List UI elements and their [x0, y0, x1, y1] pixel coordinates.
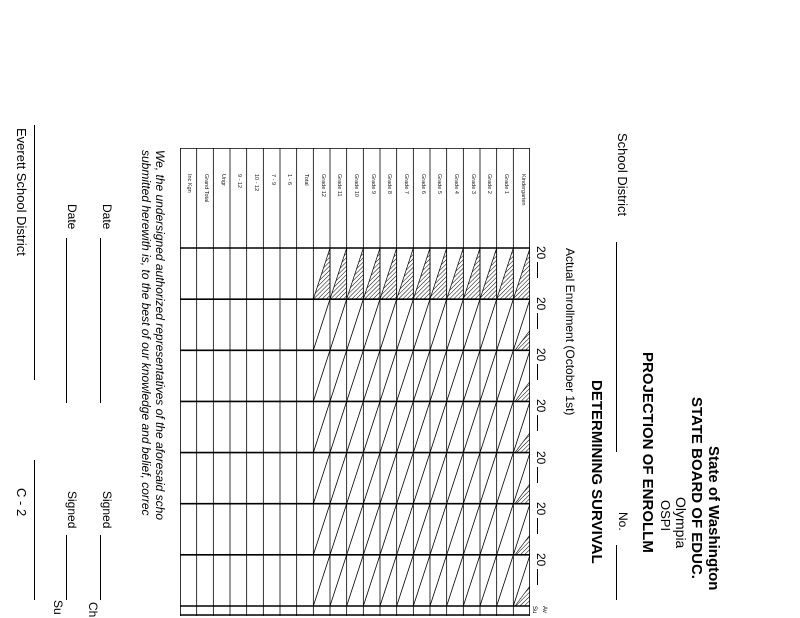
- shaded-cell-triangle: [513, 248, 530, 299]
- signature-field-1[interactable]: [100, 535, 101, 600]
- row-label: Total: [303, 174, 309, 186]
- enrollment-grid: [180, 148, 530, 616]
- cell-diagonal: [413, 555, 430, 606]
- cell-diagonal: [413, 453, 430, 504]
- cell-diagonal: [497, 401, 514, 452]
- year-blank[interactable]: [537, 569, 538, 585]
- kindergarten-shade: [515, 433, 530, 453]
- row-label: Ungr: [219, 174, 226, 186]
- date-field-2[interactable]: [66, 238, 67, 403]
- cell-diagonal: [463, 350, 480, 401]
- shaded-cell-triangle: [430, 248, 447, 299]
- year-header: 20: [534, 450, 548, 464]
- cell-diagonal: [447, 401, 464, 452]
- cell-diagonal: [430, 555, 447, 606]
- row-label: Grade 10: [353, 174, 359, 197]
- district-label: School District: [615, 133, 630, 217]
- cell-diagonal: [330, 555, 347, 606]
- cell-diagonal: [313, 299, 330, 350]
- row-label: 1 - 6: [286, 174, 293, 186]
- page-subtitle: DETERMINING SURVIVAL: [588, 380, 605, 564]
- cell-diagonal: [397, 299, 414, 350]
- date-label-2: Date: [65, 204, 79, 230]
- cell-diagonal: [330, 453, 347, 504]
- shaded-cell-triangle: [313, 248, 330, 299]
- year-header: 20: [534, 297, 548, 311]
- cell-diagonal: [413, 350, 430, 401]
- year-blank[interactable]: [537, 518, 538, 534]
- cell-diagonal: [480, 504, 497, 555]
- cell-diagonal: [480, 453, 497, 504]
- cell-diagonal: [497, 504, 514, 555]
- cell-diagonal: [463, 555, 480, 606]
- cell-diagonal: [447, 453, 464, 504]
- row-label: Inc Kgn: [186, 174, 193, 193]
- cell-diagonal: [380, 299, 397, 350]
- row-label: Grade 7: [403, 174, 409, 194]
- cell-diagonal: [397, 555, 414, 606]
- footer-page-number: C - 2: [14, 488, 29, 517]
- kindergarten-shade: [515, 484, 530, 504]
- shaded-cell-triangle: [447, 248, 464, 299]
- footer-rule-left: [34, 125, 35, 380]
- cell-diagonal: [313, 401, 330, 452]
- year-blank[interactable]: [537, 364, 538, 380]
- cell-diagonal: [480, 401, 497, 452]
- row-label: Grade 6: [419, 174, 426, 194]
- cell-diagonal: [397, 504, 414, 555]
- cell-diagonal: [380, 453, 397, 504]
- year-header: 20: [534, 552, 548, 567]
- cell-diagonal: [347, 453, 364, 504]
- cell-diagonal: [497, 350, 514, 401]
- cell-diagonal: [330, 401, 347, 452]
- cell-diagonal: [463, 299, 480, 350]
- year-header: 20: [534, 501, 548, 516]
- shaded-cell-triangle: [463, 248, 480, 299]
- district-number-field[interactable]: [616, 545, 617, 600]
- shaded-cell-triangle: [497, 248, 514, 299]
- row-label: Grade 8: [386, 174, 393, 194]
- page-title: PROJECTION OF ENROLLM: [639, 352, 656, 553]
- row-label: Grade 1: [503, 174, 509, 194]
- cell-diagonal: [430, 453, 447, 504]
- shaded-cell-triangle: [380, 248, 397, 299]
- cell-diagonal: [313, 504, 330, 555]
- cell-diagonal: [363, 555, 380, 606]
- cell-diagonal: [330, 504, 347, 555]
- title-label-2: Su: [51, 600, 65, 615]
- year-header: 20: [534, 348, 548, 362]
- cell-diagonal: [397, 401, 414, 452]
- header-board: STATE BOARD OF EDUC.: [688, 397, 705, 579]
- cell-diagonal: [363, 504, 380, 555]
- header-city: Olympia: [673, 497, 689, 549]
- row-label: 7 - 9: [269, 174, 276, 186]
- row-label: Grade 12: [319, 174, 326, 197]
- cell-diagonal: [330, 350, 347, 401]
- shaded-cell-triangle: [397, 248, 414, 299]
- row-label: 10 - 12: [253, 174, 259, 192]
- cell-diagonal: [480, 350, 497, 401]
- cell-diagonal: [447, 350, 464, 401]
- cell-diagonal: [313, 350, 330, 401]
- year-blank[interactable]: [537, 467, 538, 483]
- year-header: 20: [534, 246, 548, 260]
- year-blank[interactable]: [537, 313, 538, 329]
- shaded-cell-triangle: [480, 248, 497, 299]
- kindergarten-shade: [515, 330, 530, 350]
- edge-label: Su: [531, 606, 537, 614]
- year-header: 20: [534, 399, 548, 413]
- shaded-cell-triangle: [330, 248, 347, 299]
- row-label: Kindergarten: [519, 174, 526, 206]
- cell-diagonal: [397, 350, 414, 401]
- cell-diagonal: [363, 453, 380, 504]
- district-number-label: No.: [616, 512, 630, 531]
- row-label: 9 - 12: [236, 174, 243, 189]
- cell-diagonal: [463, 504, 480, 555]
- shaded-cell-triangle: [413, 248, 430, 299]
- cell-diagonal: [430, 350, 447, 401]
- shaded-cell-triangle: [363, 248, 380, 299]
- cell-diagonal: [363, 401, 380, 452]
- title-label-1: Ch: [86, 602, 100, 618]
- kindergarten-shade: [515, 381, 530, 401]
- header-state: State of Washington: [705, 446, 722, 591]
- kindergarten-shade: [515, 535, 530, 555]
- kindergarten-shade: [515, 586, 530, 606]
- cell-diagonal: [347, 504, 364, 555]
- date-label-1: Date: [100, 204, 114, 230]
- footer-district-name: Everett School District: [14, 128, 29, 256]
- signed-label-2: Signed: [65, 491, 79, 529]
- cell-diagonal: [413, 299, 430, 350]
- edge-label: Av: [541, 606, 547, 613]
- cell-diagonal: [430, 299, 447, 350]
- certification-line-2: submitted herewith is, to the best of our knowledge and belief, correc: [139, 150, 153, 516]
- row-label: Grade 11: [336, 174, 343, 197]
- signed-label-1: Signed: [100, 491, 114, 529]
- cell-diagonal: [447, 555, 464, 606]
- cell-diagonal: [347, 299, 364, 350]
- cell-diagonal: [330, 299, 347, 350]
- cell-diagonal: [380, 350, 397, 401]
- cell-diagonal: [397, 453, 414, 504]
- date-field-1[interactable]: [100, 238, 101, 403]
- cell-diagonal: [463, 453, 480, 504]
- row-label: Grade 5: [436, 174, 443, 194]
- cell-diagonal: [413, 504, 430, 555]
- cell-diagonal: [447, 504, 464, 555]
- cell-diagonal: [463, 401, 480, 452]
- cell-diagonal: [430, 401, 447, 452]
- cell-diagonal: [497, 453, 514, 504]
- signature-field-2[interactable]: [66, 535, 67, 600]
- row-label: Grade 3: [469, 174, 476, 194]
- cell-diagonal: [363, 299, 380, 350]
- cell-diagonal: [347, 401, 364, 452]
- row-label: Grand Total: [203, 174, 209, 203]
- cell-diagonal: [430, 504, 447, 555]
- row-label: Grade 2: [486, 174, 493, 194]
- cell-diagonal: [347, 350, 364, 401]
- header-agency: OSPI: [658, 500, 673, 532]
- cell-diagonal: [363, 350, 380, 401]
- cell-diagonal: [497, 555, 514, 606]
- cell-diagonal: [480, 299, 497, 350]
- cell-diagonal: [347, 555, 364, 606]
- cell-diagonal: [380, 401, 397, 452]
- shaded-cell-triangle: [347, 248, 364, 299]
- table-caption: Actual Enrollment (October 1st): [563, 248, 577, 416]
- cell-diagonal: [313, 453, 330, 504]
- row-label: Grade 9: [369, 174, 376, 194]
- cell-diagonal: [480, 555, 497, 606]
- row-label: Grade 4: [453, 174, 459, 194]
- district-field[interactable]: [616, 242, 617, 452]
- cell-diagonal: [380, 555, 397, 606]
- year-blank[interactable]: [537, 262, 538, 278]
- footer-rule-right: [34, 460, 35, 600]
- cell-diagonal: [313, 555, 330, 606]
- cell-diagonal: [380, 504, 397, 555]
- cell-diagonal: [497, 299, 514, 350]
- cell-diagonal: [413, 401, 430, 452]
- year-blank[interactable]: [537, 415, 538, 431]
- certification-line-1: We, the undersigned authorized representatives of the aforesaid scho: [153, 150, 167, 521]
- cell-diagonal: [447, 299, 464, 350]
